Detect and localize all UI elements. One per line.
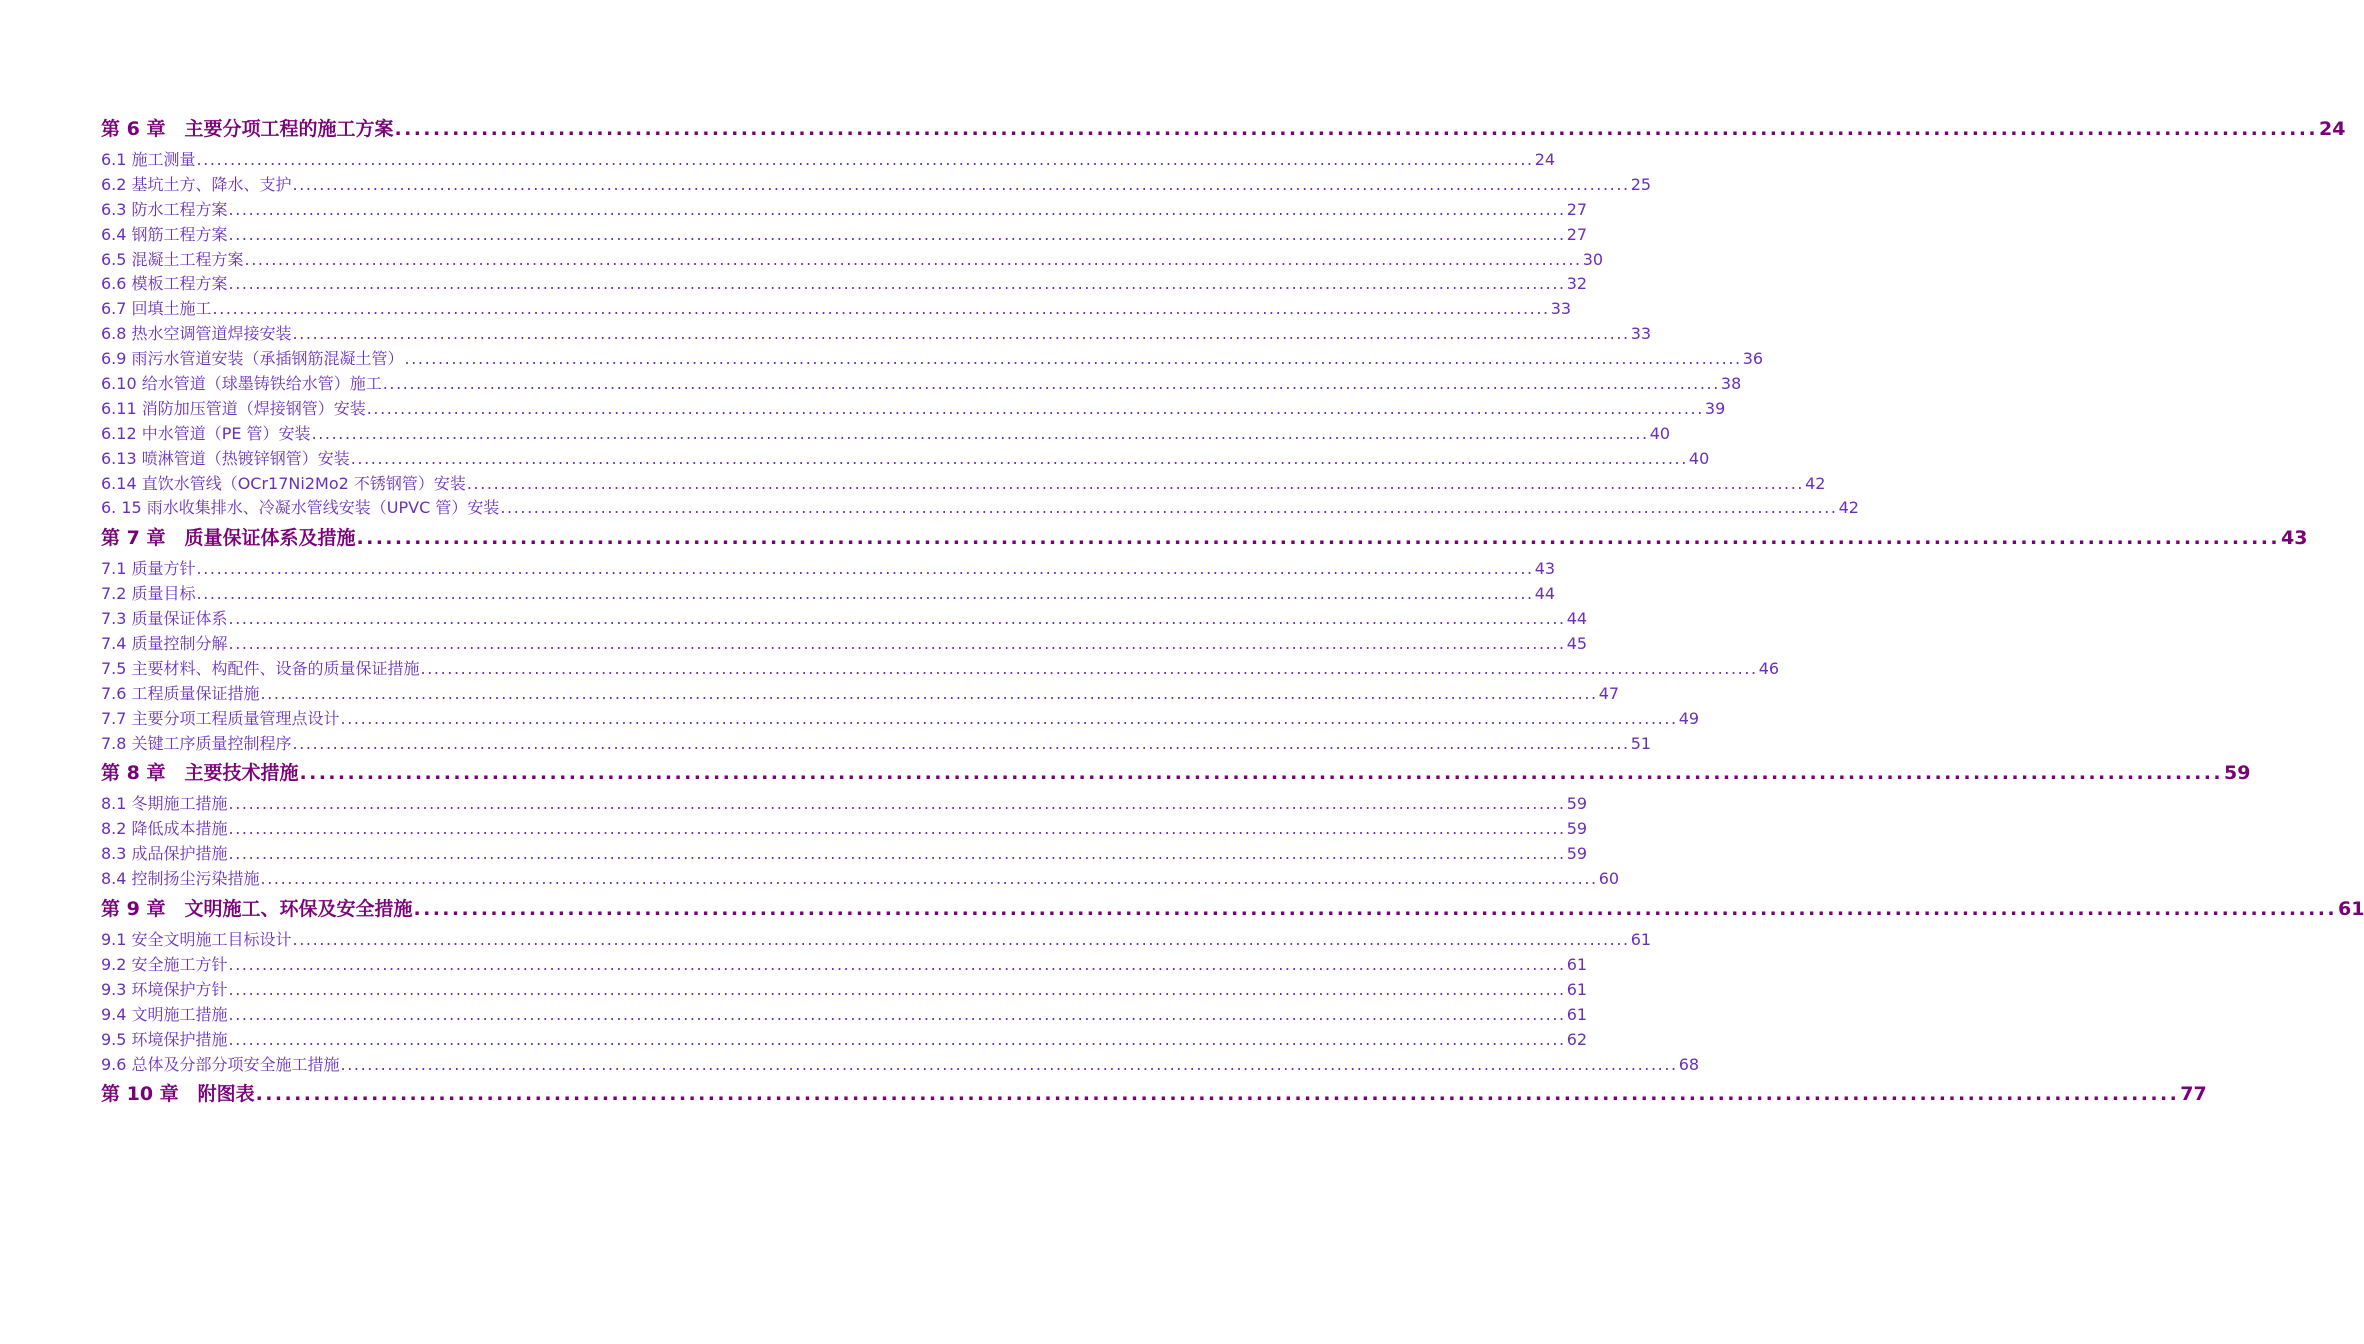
page-number: 32: [1566, 274, 1588, 294]
toc-section-entry[interactable]: [101, 1053, 1700, 1078]
dot-leader: ........................................................................................................................................................................................................: [500, 498, 1838, 518]
section-title: 6.3 防水工程方案: [101, 199, 228, 219]
dot-leader: ........................................................................................................................................................................................................: [212, 299, 1550, 319]
page-number: 43: [2281, 527, 2308, 550]
dot-leader: ........................................................................................................................................................................................................: [340, 708, 1678, 728]
page-number: 25: [1630, 174, 1652, 194]
section-title: 6.12 中水管道（PE 管）安装: [101, 423, 311, 443]
section-title: 6.5 混凝土工程方案: [101, 249, 244, 269]
dot-leader: ........................................................................................................................................................................................................: [292, 324, 1630, 344]
dot-leader: ........................................................................................................................................................................................................: [228, 1029, 1566, 1049]
section-title: 7.7 主要分项工程质量管理点设计: [101, 708, 340, 728]
section-title: 6.14 直饮水管线（OCr17Ni2Mo2 不锈钢管）安装: [101, 473, 466, 493]
toc-section-entry[interactable]: [101, 148, 1556, 173]
table-of-contents: [101, 114, 2364, 1113]
toc-chapter-entry[interactable]: [101, 1079, 2207, 1113]
dot-leader: ........................................................................................................................................................................................................: [196, 584, 1534, 604]
page-number: 33: [1550, 299, 1572, 319]
page-number: 60: [1598, 869, 1620, 889]
dot-leader: ........................................................................................................................................................................................................: [228, 819, 1566, 839]
page-number: 49: [1678, 708, 1700, 728]
dot-leader: ........................................................................................................................................................................................................: [404, 349, 1742, 369]
toc-section-entry[interactable]: [101, 557, 1556, 582]
page-number: 62: [1566, 1029, 1588, 1049]
dot-leader: ........................................................................................................................................................................................................: [299, 762, 2224, 785]
page-number: 59: [2224, 762, 2251, 785]
section-title: 6.4 钢筋工程方案: [101, 224, 228, 244]
section-title: 6. 15 雨水收集排水、冷凝水管线安装（UPVC 管）安装: [101, 498, 500, 518]
dot-leader: ........................................................................................................................................................................................................: [228, 1004, 1566, 1024]
section-title: 6.8 热水空调管道焊接安装: [101, 324, 292, 344]
section-title: 7.1 质量方针: [101, 559, 196, 579]
toc-section-entry[interactable]: [101, 496, 1859, 521]
toc-section-entry[interactable]: [101, 632, 1588, 657]
toc-section-entry[interactable]: [101, 272, 1588, 297]
dot-leader: ........................................................................................................................................................................................................: [420, 658, 1758, 678]
page-number: 40: [1688, 448, 1710, 468]
section-title: 7.5 主要材料、构配件、设备的质量保证措施: [101, 658, 420, 678]
section-title: 7.6 工程质量保证措施: [101, 683, 260, 703]
page-number: 24: [1534, 150, 1556, 169]
page-number: 45: [1566, 634, 1588, 654]
toc-chapter-entry[interactable]: [101, 523, 2308, 557]
dot-leader: ........................................................................................................................................................................................................: [394, 118, 2319, 140]
toc-chapter-entry[interactable]: [101, 114, 2346, 148]
toc-section-entry[interactable]: [101, 817, 1588, 842]
section-title: 6.10 给水管道（球墨铸铁给水管）施工: [101, 374, 382, 394]
page-number: 42: [1838, 498, 1859, 518]
toc-section-entry[interactable]: [101, 657, 1780, 682]
section-title: 9.4 文明施工措施: [101, 1004, 228, 1024]
toc-section-entry[interactable]: [101, 447, 1710, 472]
page-number: 27: [1566, 199, 1588, 219]
dot-leader: ........................................................................................................................................................................................................: [292, 733, 1630, 753]
page-number: 77: [2180, 1083, 2207, 1106]
toc-section-entry[interactable]: [101, 422, 1671, 447]
toc-section-entry[interactable]: [101, 582, 1556, 607]
dot-leader: ........................................................................................................................................................................................................: [340, 1054, 1678, 1074]
dot-leader: ........................................................................................................................................................................................................: [244, 249, 1582, 269]
chapter-title: 第 7 章 质量保证体系及措施: [101, 527, 356, 550]
page-number: 24: [2319, 118, 2346, 140]
toc-section-entry[interactable]: [101, 397, 1726, 422]
toc-section-entry[interactable]: [101, 173, 1652, 198]
toc-section-entry[interactable]: [101, 472, 1826, 497]
dot-leader: ........................................................................................................................................................................................................: [382, 374, 1720, 394]
toc-section-entry[interactable]: [101, 1003, 1588, 1028]
toc-section-entry[interactable]: [101, 867, 1620, 892]
dot-leader: ........................................................................................................................................................................................................: [413, 898, 2338, 921]
section-title: 8.1 冬期施工措施: [101, 794, 228, 814]
section-list: [101, 928, 1700, 1077]
toc-section-entry[interactable]: [101, 198, 1588, 223]
section-title: 6.9 雨污水管道安装（承插钢筋混凝土管）: [101, 349, 404, 369]
page-number: 39: [1704, 398, 1726, 418]
page-number: 36: [1742, 349, 1764, 369]
toc-section-entry[interactable]: [101, 297, 1572, 322]
dot-leader: ........................................................................................................................................................................................................: [228, 199, 1566, 219]
dot-leader: ........................................................................................................................................................................................................: [196, 559, 1534, 579]
page-number: 27: [1566, 224, 1588, 244]
page-number: 61: [1566, 979, 1588, 999]
dot-leader: ........................................................................................................................................................................................................: [260, 869, 1598, 889]
toc-section-entry[interactable]: [101, 372, 1742, 397]
page-number: 46: [1758, 658, 1780, 678]
page-number: 30: [1582, 249, 1604, 269]
page-number: 43: [1534, 559, 1556, 579]
dot-leader: ........................................................................................................................................................................................................: [196, 150, 1534, 169]
toc-section-entry[interactable]: [101, 223, 1588, 248]
toc-section-entry[interactable]: [101, 792, 1588, 817]
dot-leader: ........................................................................................................................................................................................................: [228, 634, 1566, 654]
section-title: 9.2 安全施工方针: [101, 954, 228, 974]
section-title: 7.8 关键工序质量控制程序: [101, 733, 292, 753]
toc-section-entry[interactable]: [101, 953, 1588, 978]
chapter-title: 第 9 章 文明施工、环保及安全措施: [101, 898, 413, 921]
page-number: 44: [1566, 609, 1588, 629]
page-number: 68: [1678, 1054, 1700, 1074]
dot-leader: ........................................................................................................................................................................................................: [292, 930, 1630, 950]
section-title: 7.2 质量目标: [101, 584, 196, 604]
toc-section-entry[interactable]: [101, 732, 1652, 757]
page-number: 38: [1720, 374, 1742, 394]
chapter-title: 第 6 章 主要分项工程的施工方案: [101, 118, 394, 140]
section-title: 6.1 施工测量: [101, 150, 196, 169]
section-title: 8.3 成品保护措施: [101, 844, 228, 864]
toc-section-entry[interactable]: [101, 1028, 1588, 1053]
page-number: 40: [1649, 423, 1671, 443]
dot-leader: ........................................................................................................................................................................................................: [228, 844, 1566, 864]
dot-leader: ........................................................................................................................................................................................................: [228, 609, 1566, 629]
page-number: 61: [1566, 1004, 1588, 1024]
toc-chapter-entry[interactable]: [101, 894, 2364, 928]
toc-section-entry[interactable]: [101, 928, 1652, 953]
toc-section-entry[interactable]: [101, 978, 1588, 1003]
page-number: 59: [1566, 819, 1588, 839]
section-title: 7.3 质量保证体系: [101, 609, 228, 629]
section-list: [101, 792, 1620, 892]
dot-leader: ........................................................................................................................................................................................................: [311, 423, 1649, 443]
section-title: 8.4 控制扬尘污染措施: [101, 869, 260, 889]
dot-leader: ........................................................................................................................................................................................................: [228, 979, 1566, 999]
toc-section-entry[interactable]: [101, 322, 1652, 347]
section-title: 6.2 基坑土方、降水、支护: [101, 174, 292, 194]
dot-leader: ........................................................................................................................................................................................................: [356, 527, 2281, 550]
section-title: 6.6 模板工程方案: [101, 274, 228, 294]
chapter-title: 第 10 章 附图表: [101, 1083, 255, 1106]
toc-section-entry[interactable]: [101, 707, 1700, 732]
page-number: 61: [2338, 898, 2364, 921]
dot-leader: ........................................................................................................................................................................................................: [228, 794, 1566, 814]
dot-leader: ........................................................................................................................................................................................................: [228, 954, 1566, 974]
page-number: 33: [1630, 324, 1652, 344]
dot-leader: ........................................................................................................................................................................................................: [260, 683, 1598, 703]
dot-leader: ........................................................................................................................................................................................................: [292, 174, 1630, 194]
section-title: 8.2 降低成本措施: [101, 819, 228, 839]
section-list: [101, 148, 1859, 521]
chapter-title: 第 8 章 主要技术措施: [101, 762, 299, 785]
dot-leader: ........................................................................................................................................................................................................: [366, 398, 1704, 418]
dot-leader: ........................................................................................................................................................................................................: [228, 274, 1566, 294]
dot-leader: ........................................................................................................................................................................................................: [350, 448, 1688, 468]
dot-leader: ........................................................................................................................................................................................................: [255, 1083, 2180, 1106]
section-title: 6.7 回填土施工: [101, 299, 212, 319]
toc-section-entry[interactable]: [101, 248, 1604, 273]
toc-section-entry[interactable]: [101, 682, 1620, 707]
toc-section-entry[interactable]: [101, 347, 1764, 372]
section-list: [101, 557, 1780, 756]
section-title: 9.5 环境保护措施: [101, 1029, 228, 1049]
toc-section-entry[interactable]: [101, 842, 1588, 867]
page-number: 51: [1630, 733, 1652, 753]
dot-leader: ........................................................................................................................................................................................................: [466, 473, 1805, 493]
page-number: 59: [1566, 844, 1588, 864]
page-number: 61: [1566, 954, 1588, 974]
page-number: 61: [1630, 930, 1652, 950]
toc-section-entry[interactable]: [101, 607, 1588, 632]
dot-leader: ........................................................................................................................................................................................................: [228, 224, 1566, 244]
section-title: 6.13 喷淋管道（热镀锌钢管）安装: [101, 448, 350, 468]
page-number: 42: [1805, 473, 1826, 493]
section-title: 9.3 环境保护方针: [101, 979, 228, 999]
page-number: 47: [1598, 683, 1620, 703]
toc-chapter-entry[interactable]: [101, 758, 2251, 792]
section-title: 6.11 消防加压管道（焊接钢管）安装: [101, 398, 366, 418]
section-title: 9.6 总体及分部分项安全施工措施: [101, 1054, 340, 1074]
page-number: 44: [1534, 584, 1556, 604]
section-title: 7.4 质量控制分解: [101, 634, 228, 654]
section-title: 9.1 安全文明施工目标设计: [101, 930, 292, 950]
page-number: 59: [1566, 794, 1588, 814]
